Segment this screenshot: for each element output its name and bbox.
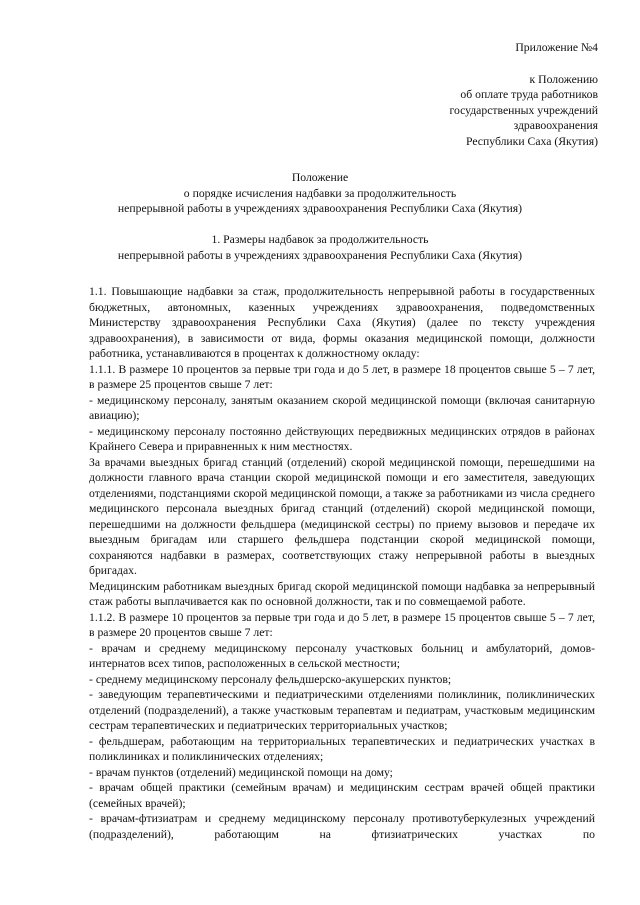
appendix-line: Республики Саха (Якутия)	[465, 134, 598, 148]
list-item: - врачам пунктов (отделений) медицинской помощи на дому;	[89, 765, 393, 779]
section-heading	[60, 232, 580, 263]
list-item: - врачам-фтизиатрам и среднему медицинскому персоналу противотуберкулезных учреждений (подразделений), работающим на фтизиатрических участках по	[89, 812, 595, 841]
appendix-line: об оплате труда работников	[460, 88, 598, 101]
list-item: - фельдшерам, работающим на территориальных терапевтических и педиатрических участках в поликлиниках и поликлинических отделениях;	[89, 734, 595, 763]
paragraph: 1.1.2. В размере 10 процентов за первые три года и до 5 лет, в размере 15 процентов свыше 5 – 7 лет, в размере 20 процентов свыше 7 лет:	[89, 610, 595, 639]
appendix-line: к Положению	[529, 72, 598, 86]
document-title	[60, 170, 580, 217]
paragraph: 1.1.1. В размере 10 процентов за первые три года и до 5 лет, в размере 18 процентов свыше 5 – 7 лет, в размере 25 процентов свыше 7 лет:	[89, 362, 595, 391]
section-heading-line: непрерывной работы в учреждениях здравоохранения Республики Саха (Якутия)	[117, 248, 523, 262]
list-item: - медицинскому персоналу постоянно действующих передвижных медицинских отрядов в районах Крайнего Севера и приравненных к ним местностях.	[89, 424, 595, 453]
appendix-reference	[338, 40, 598, 149]
list-item: - среднему медицинскому персоналу фельдшерско-акушерских пунктов;	[89, 672, 452, 686]
paragraph: 1.1. Повышающие надбавки за стаж, продолжительность непрерывной работы в государственных бюджетных, автономных, казенных учреждениях здравоохранения, подведомственных Министерству здравоохранения Республики Саха (Якутия) (далее по тексту учреждения здравоохранения), в зависимости от вида, формы оказания медицинской помощи, должности работника, устанавливаются в процентах к должностному окладу:	[89, 285, 595, 360]
title-line: Положение	[291, 171, 349, 184]
appendix-number: Приложение №4	[515, 41, 598, 54]
list-item: - врачам и среднему медицинскому персоналу участковых больниц и амбулаторий, домов-интернатов всех типов, расположенных в сельской местности;	[89, 641, 595, 670]
spacer	[338, 56, 598, 72]
section-heading-line: 1. Размеры надбавок за продолжительность	[211, 233, 429, 246]
list-item: - медицинскому персоналу, занятым оказанием скорой медицинской помощи (включая санитарную авиацию);	[89, 393, 595, 422]
appendix-line: государственных учреждений	[449, 103, 598, 117]
appendix-line: здравоохранения	[513, 119, 598, 132]
list-item: - врачам общей практики (семейным врачам) и медицинским сестрам врачей общей практики (семейных врачей);	[89, 781, 595, 810]
list-item: - заведующим терапевтическими и педиатрическими отделениями поликлиник, поликлинических отделений (подразделений), а также участковым терапевтам и педиатрам, участковым медицинским сестрам терапевтических и педиатрических территориальных участков;	[89, 688, 595, 732]
paragraph: За врачами выездных бригад станций (отделений) скорой медицинской помощи, перешедшими на должности главного врача станции скорой медицинской помощи и его заместителя, заведующих отделениями, подстанциями скорой медицинской помощи, а также за работниками из числа среднего медицинского персонала выездных бригад станций (отделений) скорой медицинской помощи, перешедшими на должности фельдшера (медицинской сестры) по приему вызовов и передаче их выездным бригадам или старшего фельдшера подстанции скорой медицинской помощи, сохраняются надбавки в размерах, соответствующих стажу непрерывной работы в выездных бригадах.	[89, 455, 595, 577]
document-body	[89, 284, 595, 842]
title-line: о порядке исчисления надбавки за продолжительность	[183, 186, 457, 200]
paragraph: Медицинским работникам выездных бригад скорой медицинской помощи надбавка за непрерывный стаж работы выплачивается как по основной должности, так и по совмещаемой работе.	[89, 579, 595, 608]
title-line: непрерывной работы в учреждениях здравоохранения Республики Саха (Якутия)	[117, 202, 523, 215]
